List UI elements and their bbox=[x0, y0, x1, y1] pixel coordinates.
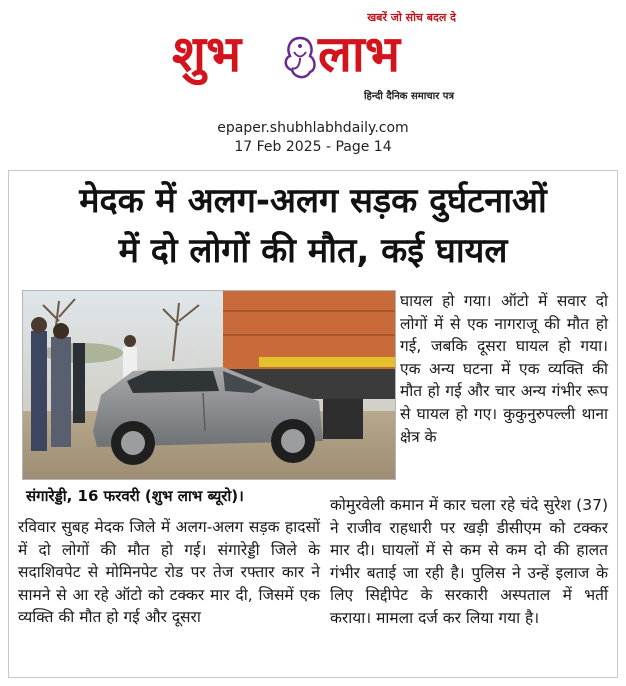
article-dateline: संगारेड्डी, 16 फरवरी (शुभ लाभ ब्यूरो)। bbox=[26, 487, 244, 505]
masthead-logo bbox=[166, 6, 462, 110]
edition-date-page: 17 Feb 2025 - Page 14 bbox=[234, 139, 392, 155]
logo-text-shubh: शुभ bbox=[172, 24, 242, 83]
article-right-column-top: घायल हो गया। ऑटो में सवार दो लोगों में से एक नागराजू की मौत हो गई, जबकि दूसरा घायल हो गया। एक अन्य घटना में एक व्यक्ति की मौत हो गई और चार अन्य गंभीर रूप से घायल हो गए। कुकुनुरुपल्ली थाना क्षेत्र के bbox=[400, 292, 608, 446]
ganesh-icon bbox=[280, 34, 320, 82]
article-left-column: रविवार सुबह मेदक जिले में अलग-अलग सड़क हादसों में दो लोगों की मौत हो गई। संगारेड्डी जिले के सदाशिवपेट से मोमिनपेट रोड पर तेज रफ्तार कार ने सामने से आ रहे ऑटो को टक्कर मार दी, जिसमें एक व्यक्ति की मौत हो गई और दूसरा bbox=[18, 518, 320, 627]
masthead-tagline: खबरें जो सोच बदल दे bbox=[367, 11, 456, 24]
headline-line-2: में दो लोगों की मौत, कई घायल bbox=[118, 231, 508, 271]
article-right-column-bottom: कोमुरवेली कमान में कार चला रहे चंदे सुरेश (37) ने राजीव राहधारी पर खड़ी डीसीएम को टक्कर मार दी। घायलों में से कम से कम दो की हालत गंभीर बताई जा रही है। पुलिस ने उन्हें इलाज के लिए सिद्दीपेट के सरकारी अस्पताल में भर्ती कराया। मामला दर्ज कर लिया गया है। bbox=[330, 496, 608, 627]
logo-text-labh: लाभ bbox=[318, 24, 400, 83]
epaper-url[interactable]: epaper.shubhlabhdaily.com bbox=[217, 120, 409, 136]
accident-photo bbox=[22, 290, 396, 480]
masthead-subtitle: हिन्दी दैनिक समाचार पत्र bbox=[363, 91, 454, 102]
headline-line-1: मेदक में अलग-अलग सड़क दुर्घटनाओं bbox=[79, 181, 547, 221]
